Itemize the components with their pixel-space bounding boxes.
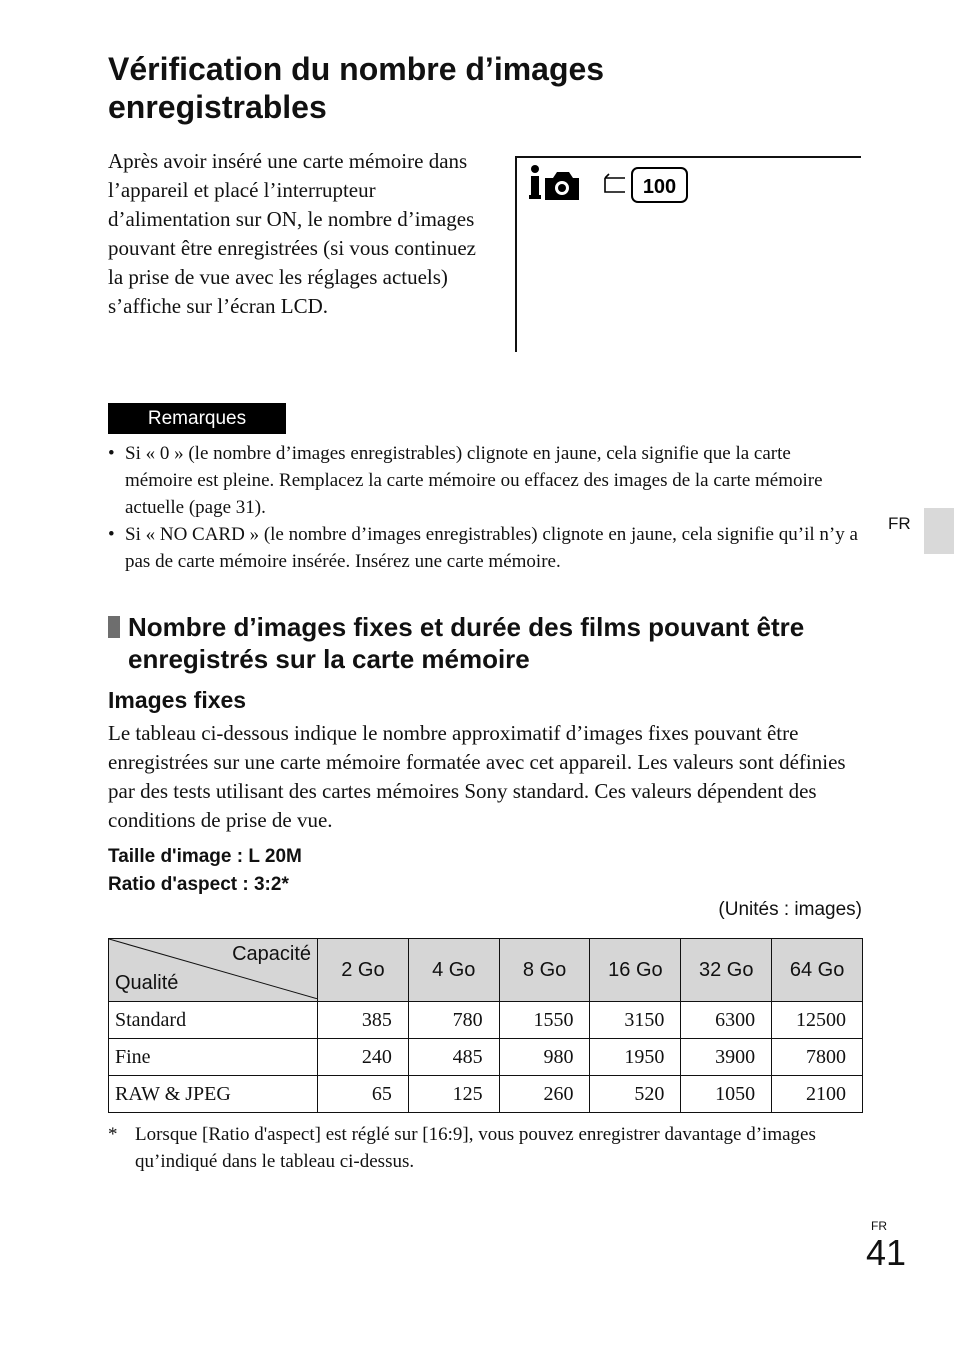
table-cell: 1550 bbox=[499, 1002, 590, 1039]
column-header: 8 Go bbox=[499, 939, 590, 1002]
section-marker bbox=[108, 616, 120, 638]
list-item: • Si « 0 » (le nombre d’images enregistrables) clignote en jaune, cela signifie que la carte mémoire est pleine. Remplacez la carte mémoire ou effacez des images de la carte mémoire actuelle (page 31). bbox=[108, 443, 823, 518]
table-cell: 3900 bbox=[681, 1039, 772, 1076]
memory-card-icon bbox=[605, 168, 687, 202]
table-footnote bbox=[108, 1121, 863, 1175]
row-label: RAW & JPEG bbox=[109, 1076, 318, 1113]
table-row bbox=[109, 1039, 863, 1076]
table-cell: 12500 bbox=[772, 1002, 863, 1039]
column-header: 4 Go bbox=[408, 939, 499, 1002]
table-cell: 520 bbox=[590, 1076, 681, 1113]
table-cell: 1950 bbox=[590, 1039, 681, 1076]
table-cell: 125 bbox=[408, 1076, 499, 1113]
row-label: Standard bbox=[109, 1002, 318, 1039]
table-row bbox=[109, 1002, 863, 1039]
section-heading: Nombre d’images fixes et durée des films pouvant être enregistrés sur la carte mémoire bbox=[128, 612, 805, 674]
side-language-label: FR bbox=[888, 514, 911, 533]
lcd-display-illustration bbox=[515, 156, 861, 352]
row-label: Fine bbox=[109, 1039, 318, 1076]
table-row bbox=[109, 1076, 863, 1113]
table-cell: 1050 bbox=[681, 1076, 772, 1113]
page-title: Vérification du nombre d’images enregistrables bbox=[108, 51, 605, 125]
image-size-spec: Taille d'image : L 20M bbox=[108, 846, 302, 867]
column-header: 2 Go bbox=[318, 939, 409, 1002]
table-header-row bbox=[109, 939, 863, 1002]
table-corner-cell bbox=[109, 939, 318, 1002]
intelligent-auto-icon bbox=[529, 165, 541, 199]
table-cell: 2100 bbox=[772, 1076, 863, 1113]
section-paragraph: Le tableau ci-dessous indique le nombre approximatif d’images fixes pouvant être enregistrées sur une carte mémoire formatée avec cet appareil. Les valeurs sont définies par des tests utilisant des cartes mémoires Sony standard. Ces valeurs dépendent des conditions de prise de vue. bbox=[108, 721, 846, 832]
quality-label: Qualité bbox=[115, 972, 179, 994]
table-cell: 260 bbox=[499, 1076, 590, 1113]
intro-paragraph: Après avoir inséré une carte mémoire dans l’appareil et placé l’interrupteur d’alimentation sur ON, le nombre d’images pouvant être enregistrées (si vous continuez la prise de vue avec les réglages actuels) s’affiche sur l’écran LCD. bbox=[108, 149, 476, 318]
table-cell: 485 bbox=[408, 1039, 499, 1076]
table-cell: 780 bbox=[408, 1002, 499, 1039]
column-header: 64 Go bbox=[772, 939, 863, 1002]
list-item: • Si « NO CARD » (le nombre d’images enregistrables) clignote en jaune, cela signifie qu’il n’y a pas de carte mémoire insérée. Insérez une carte mémoire. bbox=[108, 524, 858, 572]
column-header: 32 Go bbox=[681, 939, 772, 1002]
units-label: (Unités : images) bbox=[718, 899, 862, 920]
table-cell: 980 bbox=[499, 1039, 590, 1076]
table-cell: 240 bbox=[318, 1039, 409, 1076]
table-cell: 385 bbox=[318, 1002, 409, 1039]
notes-list bbox=[108, 440, 860, 575]
subsection-heading: Images fixes bbox=[108, 687, 247, 713]
page-language: FR bbox=[871, 1219, 887, 1233]
aspect-ratio-spec: Ratio d'aspect : 3:2* bbox=[108, 874, 289, 895]
table-cell: 7800 bbox=[772, 1039, 863, 1076]
table-cell: 6300 bbox=[681, 1002, 772, 1039]
table-cell: 65 bbox=[318, 1076, 409, 1113]
capacity-label: Capacité bbox=[232, 943, 311, 965]
camera-icon bbox=[545, 172, 579, 200]
capacity-table bbox=[108, 938, 863, 1113]
side-tab bbox=[924, 508, 954, 554]
footnote-marker: * bbox=[108, 1124, 118, 1145]
page-number: 41 bbox=[866, 1232, 907, 1273]
table-cell: 3150 bbox=[590, 1002, 681, 1039]
column-header: 16 Go bbox=[590, 939, 681, 1002]
footnote-text: Lorsque [Ratio d'aspect] est réglé sur [16:9], vous pouvez enregistrer davantage d’images qu’indiqué dans le tableau ci-dessus. bbox=[135, 1124, 816, 1172]
lcd-image-count: 100 bbox=[642, 176, 677, 198]
notes-badge: Remarques bbox=[108, 403, 286, 434]
lcd-icons bbox=[527, 164, 727, 214]
